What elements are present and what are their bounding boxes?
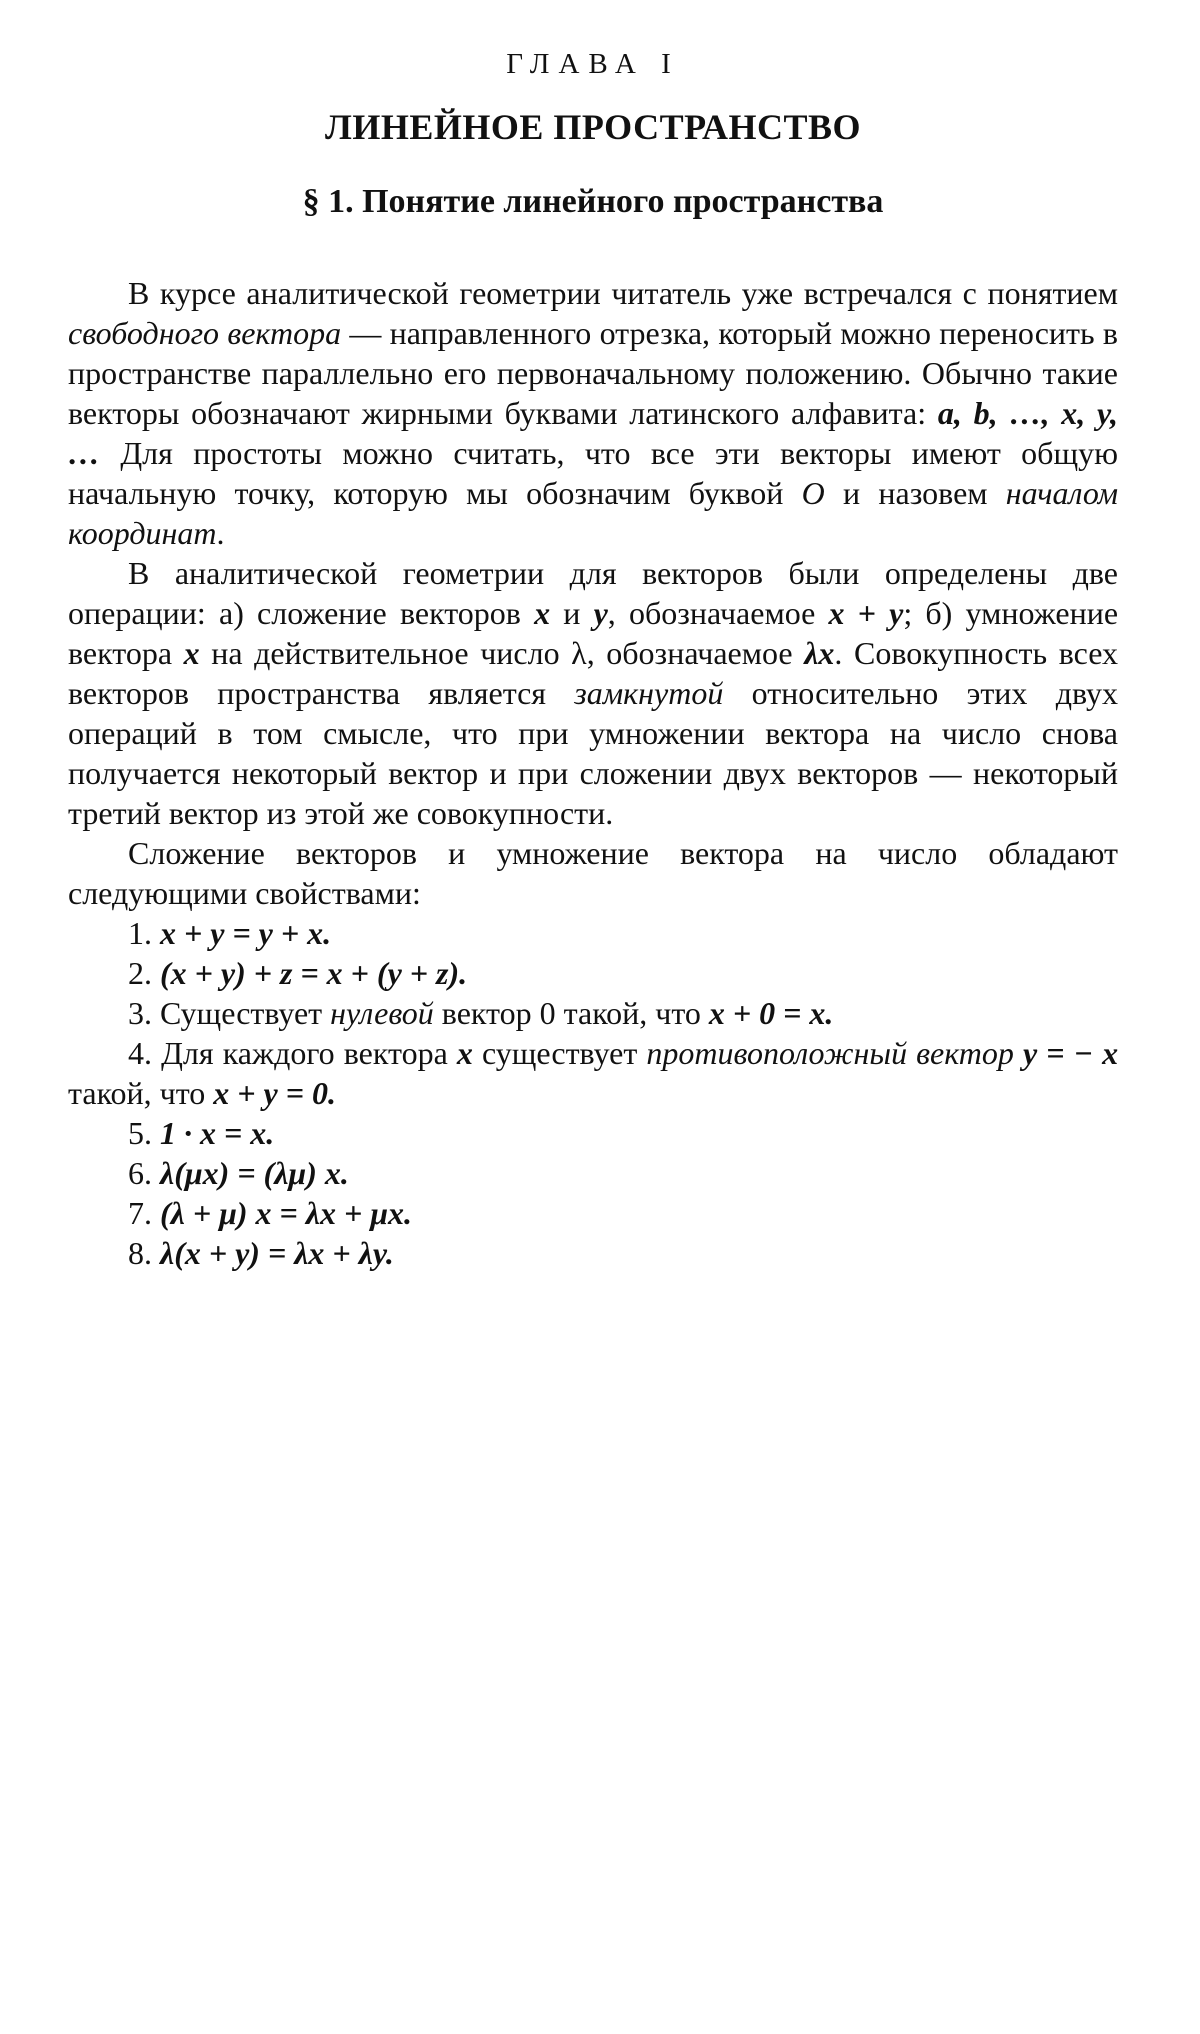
formula-x: x	[456, 1035, 473, 1071]
text-span: В курсе аналитической геометрии читатель уже встречался с понятием	[128, 275, 1118, 311]
property-number: 2.	[128, 955, 152, 991]
formula-unit: 1 · x = x.	[160, 1115, 275, 1151]
emphasis-origin: началом координат	[68, 475, 1119, 551]
formula-x-plus-y: x + y	[828, 595, 904, 631]
property-number: 8.	[128, 1235, 152, 1271]
text-span: такой, что	[68, 1075, 214, 1111]
formula-origin-letter: O	[801, 475, 825, 511]
emphasis-opposite-vector: противоположный вектор	[646, 1035, 1014, 1071]
formula-x: x	[183, 635, 200, 671]
text-span: В аналитической геометрии для векторов были определены две операции: а) сложение векторов	[68, 555, 1118, 631]
property-number: 7.	[128, 1195, 152, 1231]
property-number: 1.	[128, 915, 152, 951]
text-span: Для каждого вектора	[161, 1035, 457, 1071]
text-span: . Совокупность всех векторов пространства является	[68, 635, 1119, 711]
text-span: на действительное число λ, обозначаемое	[199, 635, 805, 671]
text-span: , обозначаемое	[607, 595, 829, 631]
text-span: Существует	[160, 995, 331, 1031]
emphasis-zero: нулевой	[330, 995, 434, 1031]
text-span: относительно этих двух операций в том смысле, что при умножении вектора на число снова получается некоторый вектор и при сложении двух векторов — некоторый третий вектор из этой же совокупности.	[68, 675, 1118, 831]
text-span: ; б) умножение вектора	[68, 595, 1119, 671]
text-span: .	[216, 515, 225, 551]
text-span: и	[550, 595, 594, 631]
property-4	[68, 1033, 1118, 1113]
property-number: 4.	[128, 1035, 152, 1071]
formula-scalar-assoc: λ(μx) = (λμ) x.	[160, 1155, 349, 1191]
text-span	[1014, 1035, 1023, 1071]
paragraph-2	[68, 553, 1118, 833]
section-title: § 1. Понятие линейного пространства	[302, 183, 884, 220]
property-7	[68, 1193, 1118, 1233]
property-number: 6.	[128, 1155, 152, 1191]
text-span: Для простоты можно считать, что все эти векторы имеют общую начальную точку, которую мы обозначим буквой	[68, 435, 1118, 511]
formula-associativity: (x + y) + z = x + (y + z).	[160, 955, 468, 991]
book-page	[68, 50, 1118, 1273]
property-3	[68, 993, 1118, 1033]
formula-sum-zero: x + y = 0.	[213, 1075, 336, 1111]
emphasis-free-vector: свободного вектора	[68, 315, 342, 351]
formula-opposite: y = − x	[1023, 1035, 1119, 1071]
formula-commutativity: x + y = y + x.	[160, 915, 332, 951]
body-text	[68, 273, 1118, 1273]
formula-distrib-scalar: (λ + μ) x = λx + μx.	[160, 1195, 413, 1231]
chapter-label: ГЛАВА I	[506, 48, 680, 80]
property-5	[68, 1113, 1118, 1153]
text-span: и назовем	[824, 475, 1006, 511]
text-span: вектор 0 такой, что	[433, 995, 709, 1031]
property-8	[68, 1233, 1118, 1273]
paragraph-1	[68, 273, 1118, 553]
text-span: существует	[472, 1035, 647, 1071]
formula-vector-list: a, b, …, x, y, …	[68, 395, 1119, 471]
text-span: — направленного отрезка, который можно переносить в пространстве параллельно его первоначальному положению. Обычно такие векторы обозначают жирными буквами латинского алфавита:	[68, 315, 1119, 431]
property-2	[68, 953, 1118, 993]
property-6	[68, 1153, 1118, 1193]
formula-zero-vector: x + 0 = x.	[708, 995, 834, 1031]
formula-x: x	[534, 595, 551, 631]
formula-y: y	[593, 595, 608, 631]
text-span: Сложение векторов и умножение вектора на число обладают следующими свойствами:	[68, 835, 1118, 911]
property-number: 5.	[128, 1115, 152, 1151]
chapter-title: ЛИНЕЙНОЕ ПРОСТРАНСТВО	[325, 107, 861, 147]
paragraph-3	[68, 833, 1118, 913]
emphasis-closed: замкнутой	[574, 675, 724, 711]
properties-list	[68, 913, 1118, 1273]
property-1	[68, 913, 1118, 953]
formula-distrib-vector: λ(x + y) = λx + λy.	[160, 1235, 394, 1271]
formula-lambda-x: λx	[804, 635, 835, 671]
property-number: 3.	[128, 995, 152, 1031]
